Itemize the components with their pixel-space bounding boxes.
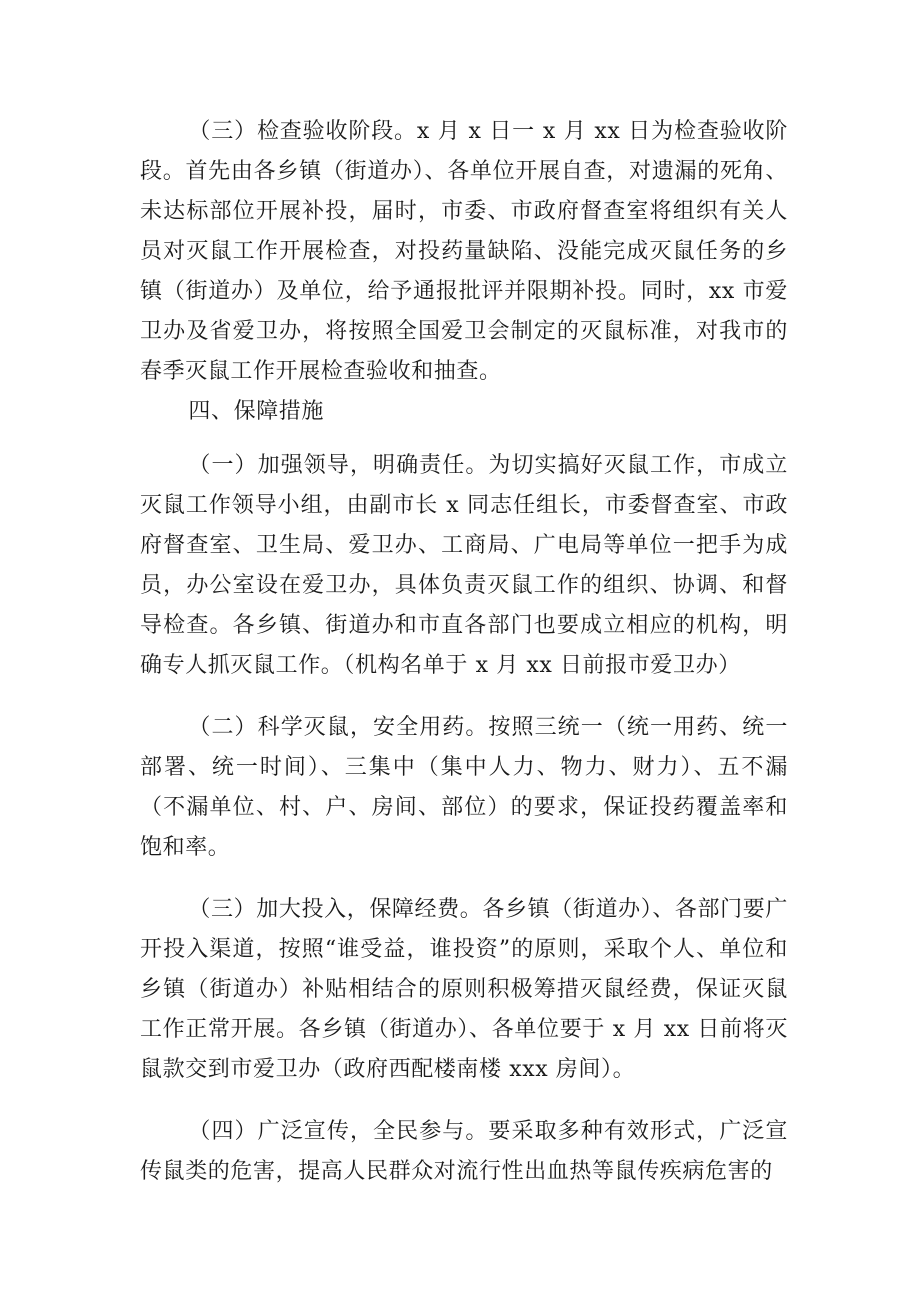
paragraph-funding: （三）加大投入，保障经费。各乡镇（街道办）、各部门要广开投入渠道，按照“谁受益，谁投资”的原则，采取个人、单位和乡镇（街道办）补贴相结合的原则积极筹措灭鼠经费，保证灭鼠工作正常开展。各乡镇（街道办）、各单位要于 x 月 xx 日前将灭鼠款交到市爱卫办（政府西配楼南楼 xxx 房间）。 [140,897,788,1082]
paragraph-leadership: （一）加强领导，明确责任。为切实搞好灭鼠工作，市成立灭鼠工作领导小组，由副市长 x 同志任组长，市委督查室、市政府督查室、卫生局、爱卫办、工商局、广电局等单位一把手为成员，办公室设在爱卫办，具体负责灭鼠工作的组织、协调、和督导检查。各乡镇、街道办和市直各部门也要成立相应的机构，明确专人抓灭鼠工作。（机构名单于 x 月 xx 日前报市爱卫办） [140,453,788,678]
section-heading-safeguards: 四、保障措施 [188,399,324,424]
document-body [140,112,788,1192]
paragraph-scientific-control: （二）科学灭鼠，安全用药。按照三统一（统一用药、统一部署、统一时间）、三集中（集中人力、物力、财力）、五不漏（不漏单位、村、户、房间、部位）的要求，保证投药覆盖率和饱和率。 [140,715,788,860]
paragraph-inspection-stage: （三）检查验收阶段。x 月 x 日一 x 月 xx 日为检查验收阶段。首先由各乡镇（街道办）、各单位开展自查，对遗漏的死角、未达标部位开展补投，届时，市委、市政府督查室将组织有关人员对灭鼠工作开展检查，对投药量缺陷、没能完成灭鼠任务的乡镇（街道办）及单位，给予通报批评并限期补投。同时，xx 市爱卫办及省爱卫办，将按照全国爱卫会制定的灭鼠标准，对我市的春季灭鼠工作开展检查验收和抽查。 [140,119,788,384]
paragraph-publicity: （四）广泛宣传，全民参与。要采取多种有效形式，广泛宣传鼠类的危害，提高人民群众对流行性出血热等鼠传疾病危害的 [140,1119,788,1184]
